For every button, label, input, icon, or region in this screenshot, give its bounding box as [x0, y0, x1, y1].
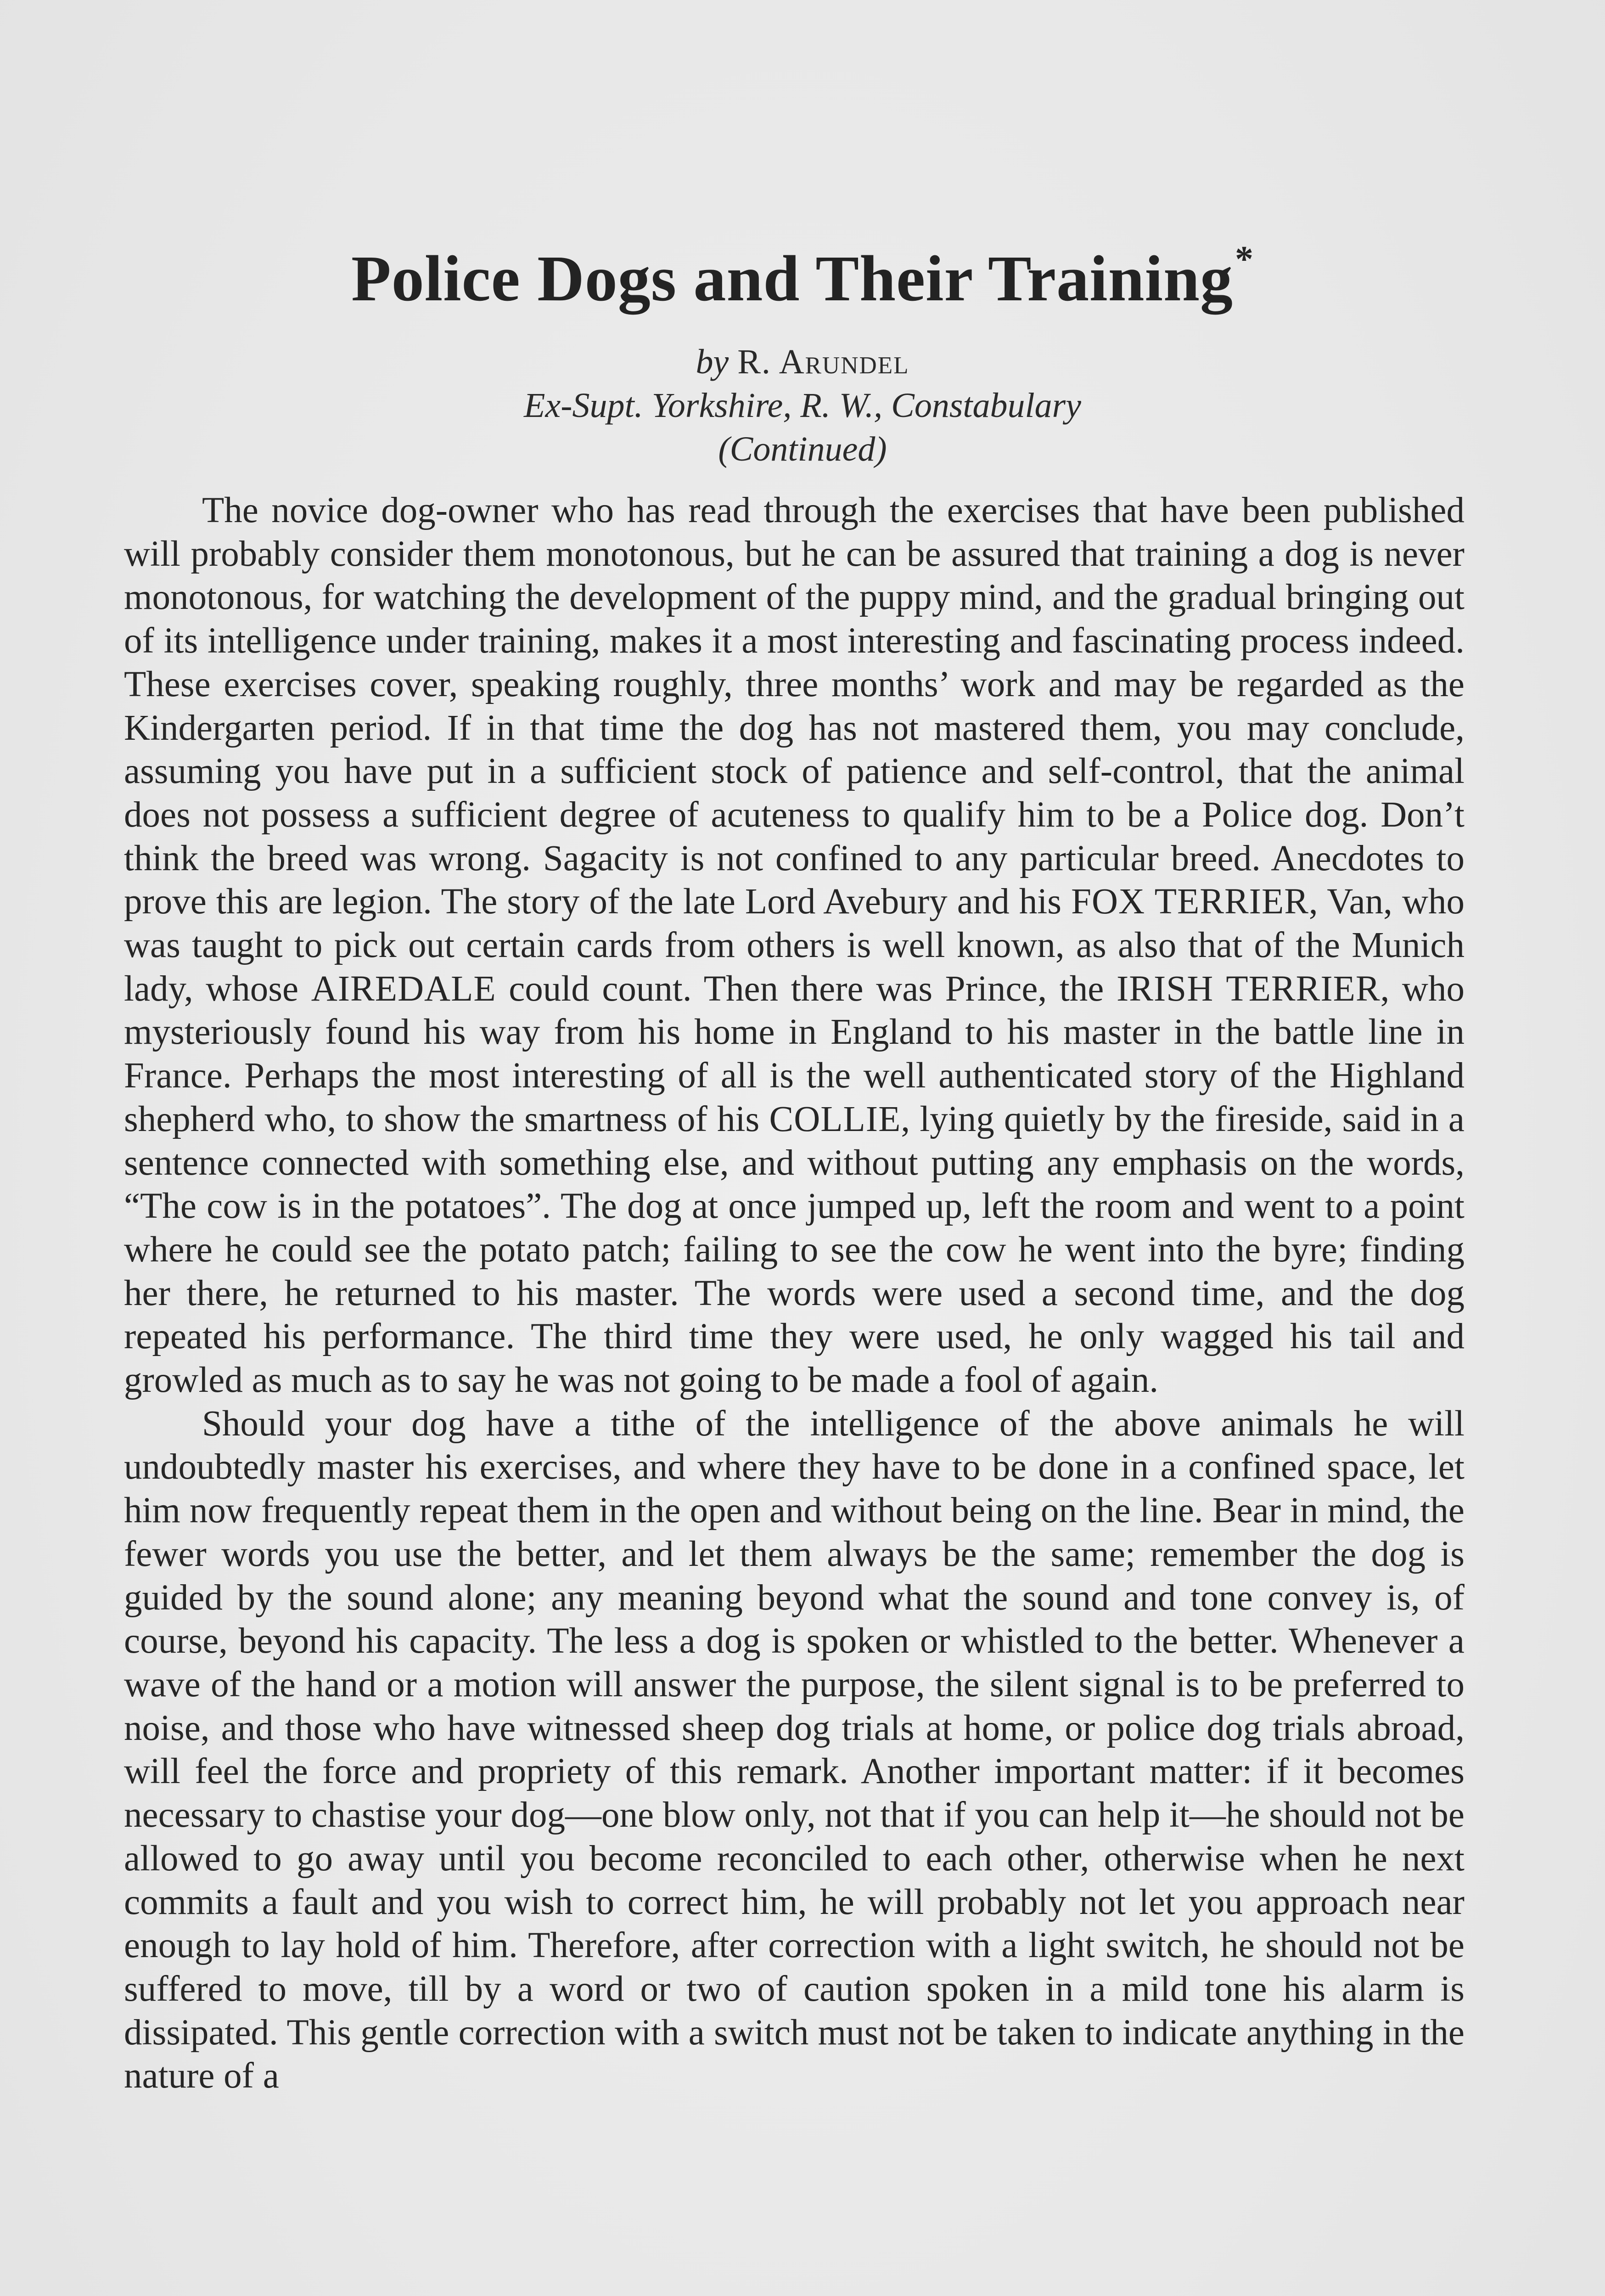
article-title-text: Police Dogs and Their Training	[351, 242, 1233, 315]
paragraph-1-text: , lying quietly by the fireside, said in a sentence connected with something else, and without putting any emphasis on the words, “The cow is in the potatoes”. The dog at once jumped up, left the room and went to a point where he could see the potato patch; failing to see the cow he went into the byre; finding her there, he returned to his master. The words were used a second time, and the dog repeated his performance. The third time they were used, he only wagged his tail and growled as much as to say he was not going to be made a fool of again.	[124, 1099, 1465, 1401]
article-title	[0, 239, 1605, 315]
paragraph-2: Should your dog have a tithe of the intelligence of the above animals he will undoubtedly master his exercises, and where they have to be done in a confined space, let him now frequently repeat them in the open and without being on the line. Bear in mind, the fewer words you use the better, and let them always be the same; remember the dog is guided by the sound alone; any meaning beyond what the sound and tone convey is, of course, beyond his capacity. The less a dog is spoken or whistled to the better. Whenever a wave of the hand or a motion will answer the purpose, the silent signal is to be preferred to noise, and those who have witnessed sheep dog trials at home, or police dog trials abroad, will feel the force and propriety of this remark. Another important matter: if it becomes necessary to chastise your dog—one blow only, not that if you can help it—he should not be allowed to go away until you become reconciled to each other, otherwise when he next commits a fault and you wish to correct him, he will probably not let you approach near enough to lay hold of him. Therefore, after correction with a light switch, he should not be suffered to move, till by a word or two of caution spoken in a mild tone his alarm is dissipated. This gentle correction with a switch must not be taken to indicate anything in the nature of a	[124, 1403, 1465, 2096]
author-affiliation: Ex-Supt. Yorkshire, R. W., Constabulary	[524, 386, 1081, 425]
paragraph-1-text: The novice dog-owner who has read through the exercises that have been published will probably consider them monotonous, but he can be assured that training a dog is never monotonous, for watching the development of the puppy mind, and the gradual bringing out of its intelligence under training, makes it a most interesting and fascinating process indeed. These exercises cover, speaking roughly, three months’ work and may be regarded as the Kindergarten period. If in that time the dog has not mastered them, you may conclude, assuming you have put in a sufficient stock of patience and self-control, that the animal does not possess a sufficient degree of acuteness to qualify him to be a Police dog. Don’t think the breed was wrong. Sagacity is not confined to any particular breed. Anecdotes to prove this are legion. The story of the late Lord Avebury and his	[124, 490, 1465, 922]
byline-by: by	[696, 343, 729, 381]
author-name: R. Arundel	[737, 343, 909, 381]
breed-collie: COLLIE	[769, 1099, 901, 1139]
article-body	[124, 489, 1465, 2098]
paragraph-1	[124, 489, 1465, 1402]
breed-irish-terrier: IRISH TERRIER	[1116, 968, 1381, 1009]
paragraph-1-text: could count. Then there was Prince, the	[496, 968, 1117, 1009]
author-byline	[0, 344, 1605, 379]
paragraph-1-text: , who mysteriously found his way from his home in England to his master in the battle line in France. Perhaps the most interesting of all is the well authenticated story of the Highland shepherd who, to show the smartness of his	[124, 968, 1465, 1139]
footnote-marker: *	[1235, 239, 1254, 280]
breed-fox-terrier: FOX TERRIER	[1071, 882, 1309, 922]
paragraph-1-text: , Van, who was taught to pick out certain cards from others is well known, as also that of the Munich lady, whose	[124, 882, 1465, 1009]
continued-note: (Continued)	[718, 430, 887, 468]
breed-airedale: AIREDALE	[311, 968, 496, 1009]
